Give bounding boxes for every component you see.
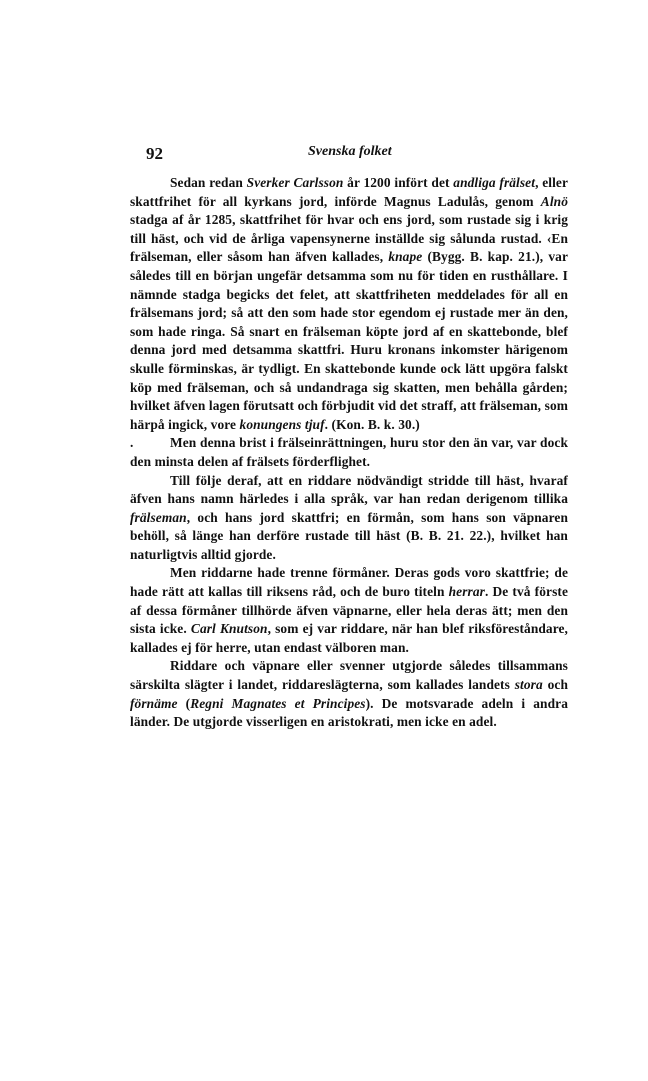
paragraph: [130, 434, 568, 471]
text-run: Men denna brist i frälseinrättningen, huru stor den än var, var dock den minsta delen af frälsets förderflighet.: [130, 435, 568, 469]
paragraph: [130, 564, 568, 657]
text-run: ). De motsvarade adeln i andra länder. De utgjorde visserligen en aristokrati, men icke en adel.: [130, 695, 568, 730]
italic-term: stora: [514, 677, 543, 693]
text-run: Sedan redan: [170, 175, 247, 190]
italic-term: Regni Magnates et Principes: [190, 695, 366, 711]
paragraph: [130, 174, 568, 434]
text-run: (Bygg. B. kap. 21.), var således till en början ungefär detsamma som nu för tiden en rusthållare. I nämnde stadga begicks det felet, att skattfriheten meddelades för all en frälsemans jord; så att den som hade stor egendom ej rustade mer än den, som hade ringa. Så snart en frälseman köpte jord af en skattebonde, blef denna jord med detsamma skattfri. Huru kronans inkomster härigenom skulle förminskas, är tydligt. En skattebonde kunde ock lätt upgöra falskt köp med frälseman, och så undandraga sig skatten, men behålla gården; hvilket äfven lagen förutsatt och förbjudit vid det straff, att frälseman, som härpå ingick, vore: [130, 249, 568, 432]
text-run: och: [542, 677, 568, 693]
italic-term: Carl Knutson: [190, 621, 268, 637]
italic-term: Sverker Carlsson: [246, 175, 344, 190]
body-text: [130, 174, 568, 732]
page-header: [146, 144, 566, 166]
text-run: stadga af år 1285, skattfrihet för hvar och ens jord, som rustade sig i krig till häst, och vid de årliga vapensynerne inställde sig sålunda rustad. ‹En frälseman, eller såsom han äfven kallades,: [130, 212, 568, 265]
italic-term: förnäme: [130, 695, 178, 711]
italic-term: herrar: [448, 584, 485, 600]
italic-term: konungens tjuf: [239, 416, 325, 432]
paragraph: [130, 472, 568, 565]
paragraph: [130, 657, 568, 731]
italic-term: frälseman: [130, 509, 187, 525]
text-run: (: [177, 695, 191, 711]
text-run: Men riddarne hade trenne förmåner. Deras gods voro skattfrie; de hade rätt att kallas till riksens råd, och de buro titeln: [130, 565, 568, 600]
page-number: 92: [146, 144, 163, 163]
italic-term: Alnö: [540, 193, 568, 209]
text-run: , och hans jord skattfri; en förmån, som hans son väpnaren behöll, så länge han derföre rustade till häst (B. B. 21. 22.), hvilket han naturligtvis alltid gjorde.: [130, 509, 568, 562]
text-run: . De två förste af dessa förmåner tillhörde äfven väpnarne, eller hela deras ätt; men den sista icke.: [130, 584, 568, 637]
text-run: , eller skattfrihet för all kyrkans jord, införde Magnus Ladulås, genom: [130, 175, 569, 209]
italic-term: knape: [388, 249, 423, 265]
text-run: Till följe deraf, att en riddare nödvändigt stridde till häst, hvaraf äfven hans namn härledes i alla språk, var han redan derigenom tillika: [130, 472, 568, 507]
text-run: , som ej var riddare, när han blef riksföreståndare, kallades ej för herre, utan endast välboren man.: [130, 621, 568, 655]
italic-term: andliga frälset: [453, 175, 536, 190]
paragraph-prefix: .: [130, 435, 134, 451]
text-run: år 1200 infört det: [343, 175, 454, 190]
text-run: Riddare och väpnare eller svenner utgjorde således tillsammans särskilta slägter i landet, riddareslägterna, som kallades landets: [130, 658, 568, 693]
running-title: Svenska folket: [308, 144, 392, 159]
text-run: . (Kon. B. k. 30.): [324, 416, 420, 432]
